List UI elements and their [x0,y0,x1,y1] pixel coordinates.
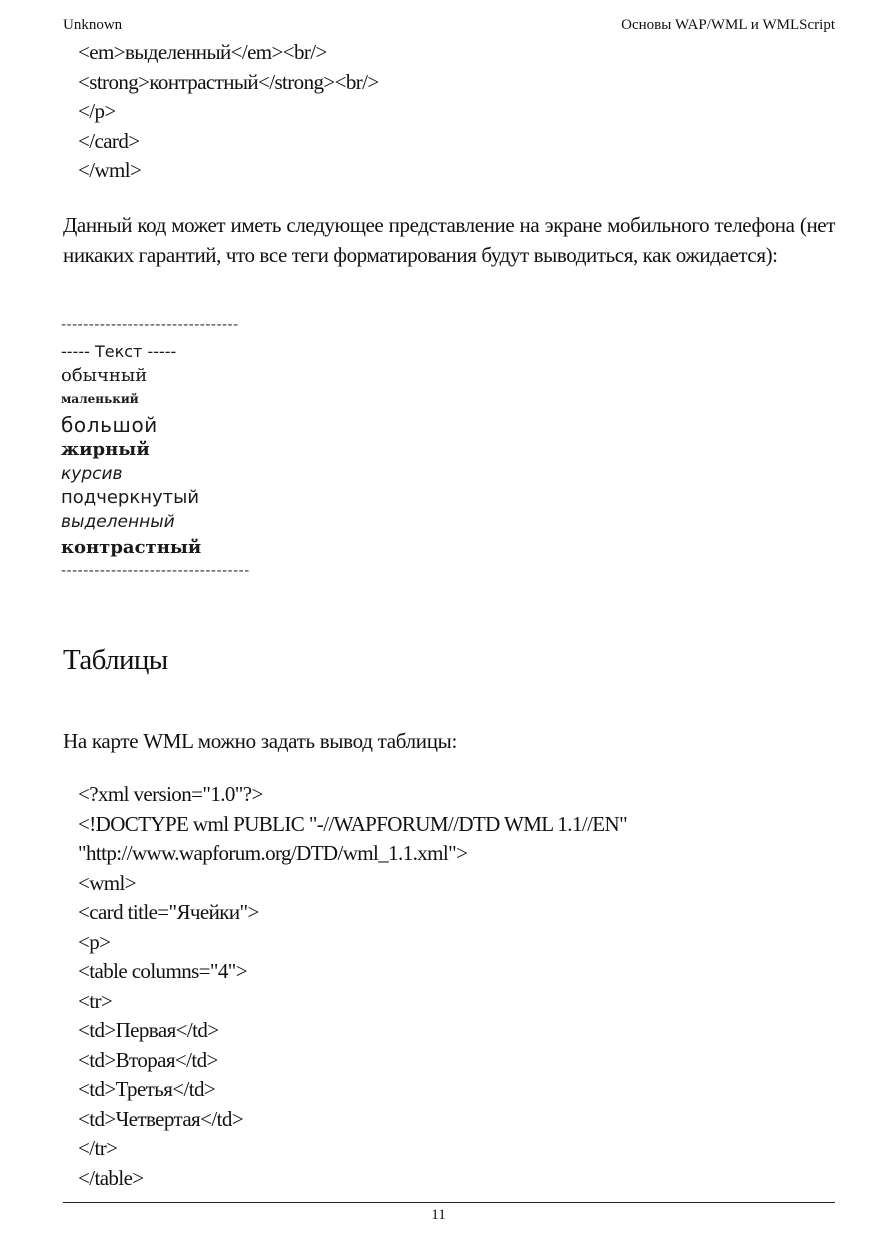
running-header-right: Основы WAP/WML и WMLScript [621,17,835,33]
code-line: <td>Третья</td> [78,1077,216,1101]
footer-divider [63,1202,835,1203]
code-line: <wml> [78,870,137,895]
code-line: <!DOCTYPE wml PUBLIC "-//WAPFORUM//DTD WML 1.1//EN" [78,811,628,836]
code-line: <strong>контрастный</strong><br/> [78,69,379,94]
phone-top-rule: -------------------------------- [61,317,239,333]
code-listing-bottom [78,780,627,1193]
phone-line-underline: подчеркнутый [61,487,200,508]
code-line: <?xml version="1.0"?> [78,782,263,806]
code-listing-top [78,38,379,186]
phone-line-emphasis: выделенный [61,512,175,532]
code-line: <table columns="4"> [78,959,247,983]
code-line: </tr> [78,1136,118,1160]
phone-bottom-rule: ---------------------------------- [61,563,250,579]
table-intro-paragraph: На карте WML можно задать вывод таблицы: [63,729,457,753]
code-line: <p> [78,929,111,954]
code-line: </table> [78,1165,144,1190]
section-heading: Таблицы [63,644,168,676]
phone-line-strong: контрастный [61,537,202,558]
code-line: </wml> [78,158,142,182]
code-line: <td>Четвертая</td> [78,1106,243,1131]
code-line: <td>Первая</td> [78,1018,219,1042]
intro-paragraph: Данный код может иметь следующее представление на экране мобильного телефона (нет никаких гарантий, что все теги форматирования будут выводиться, как ожидается): [63,213,835,267]
code-line: <card title="Ячейки"> [78,900,259,924]
phone-line-small: маленький [61,392,139,406]
code-line: </card> [78,128,140,153]
code-line: </p> [78,99,116,123]
phone-line-bold: жирный [61,439,150,460]
code-line: "http://www.wapforum.org/DTD/wml_1.1.xml"> [78,841,468,865]
code-line: <td>Вторая</td> [78,1047,218,1072]
code-line: <em>выделенный</em><br/> [78,40,327,64]
page-number: 11 [431,1207,446,1223]
code-line: <tr> [78,988,113,1013]
phone-line-normal: обычный [61,365,148,386]
running-header-left: Unknown [63,17,123,33]
phone-screen-rendering [61,317,311,582]
phone-title: ----- Текст ----- [61,342,177,361]
phone-line-italic: курсив [61,464,123,484]
phone-line-big: большой [61,413,158,437]
